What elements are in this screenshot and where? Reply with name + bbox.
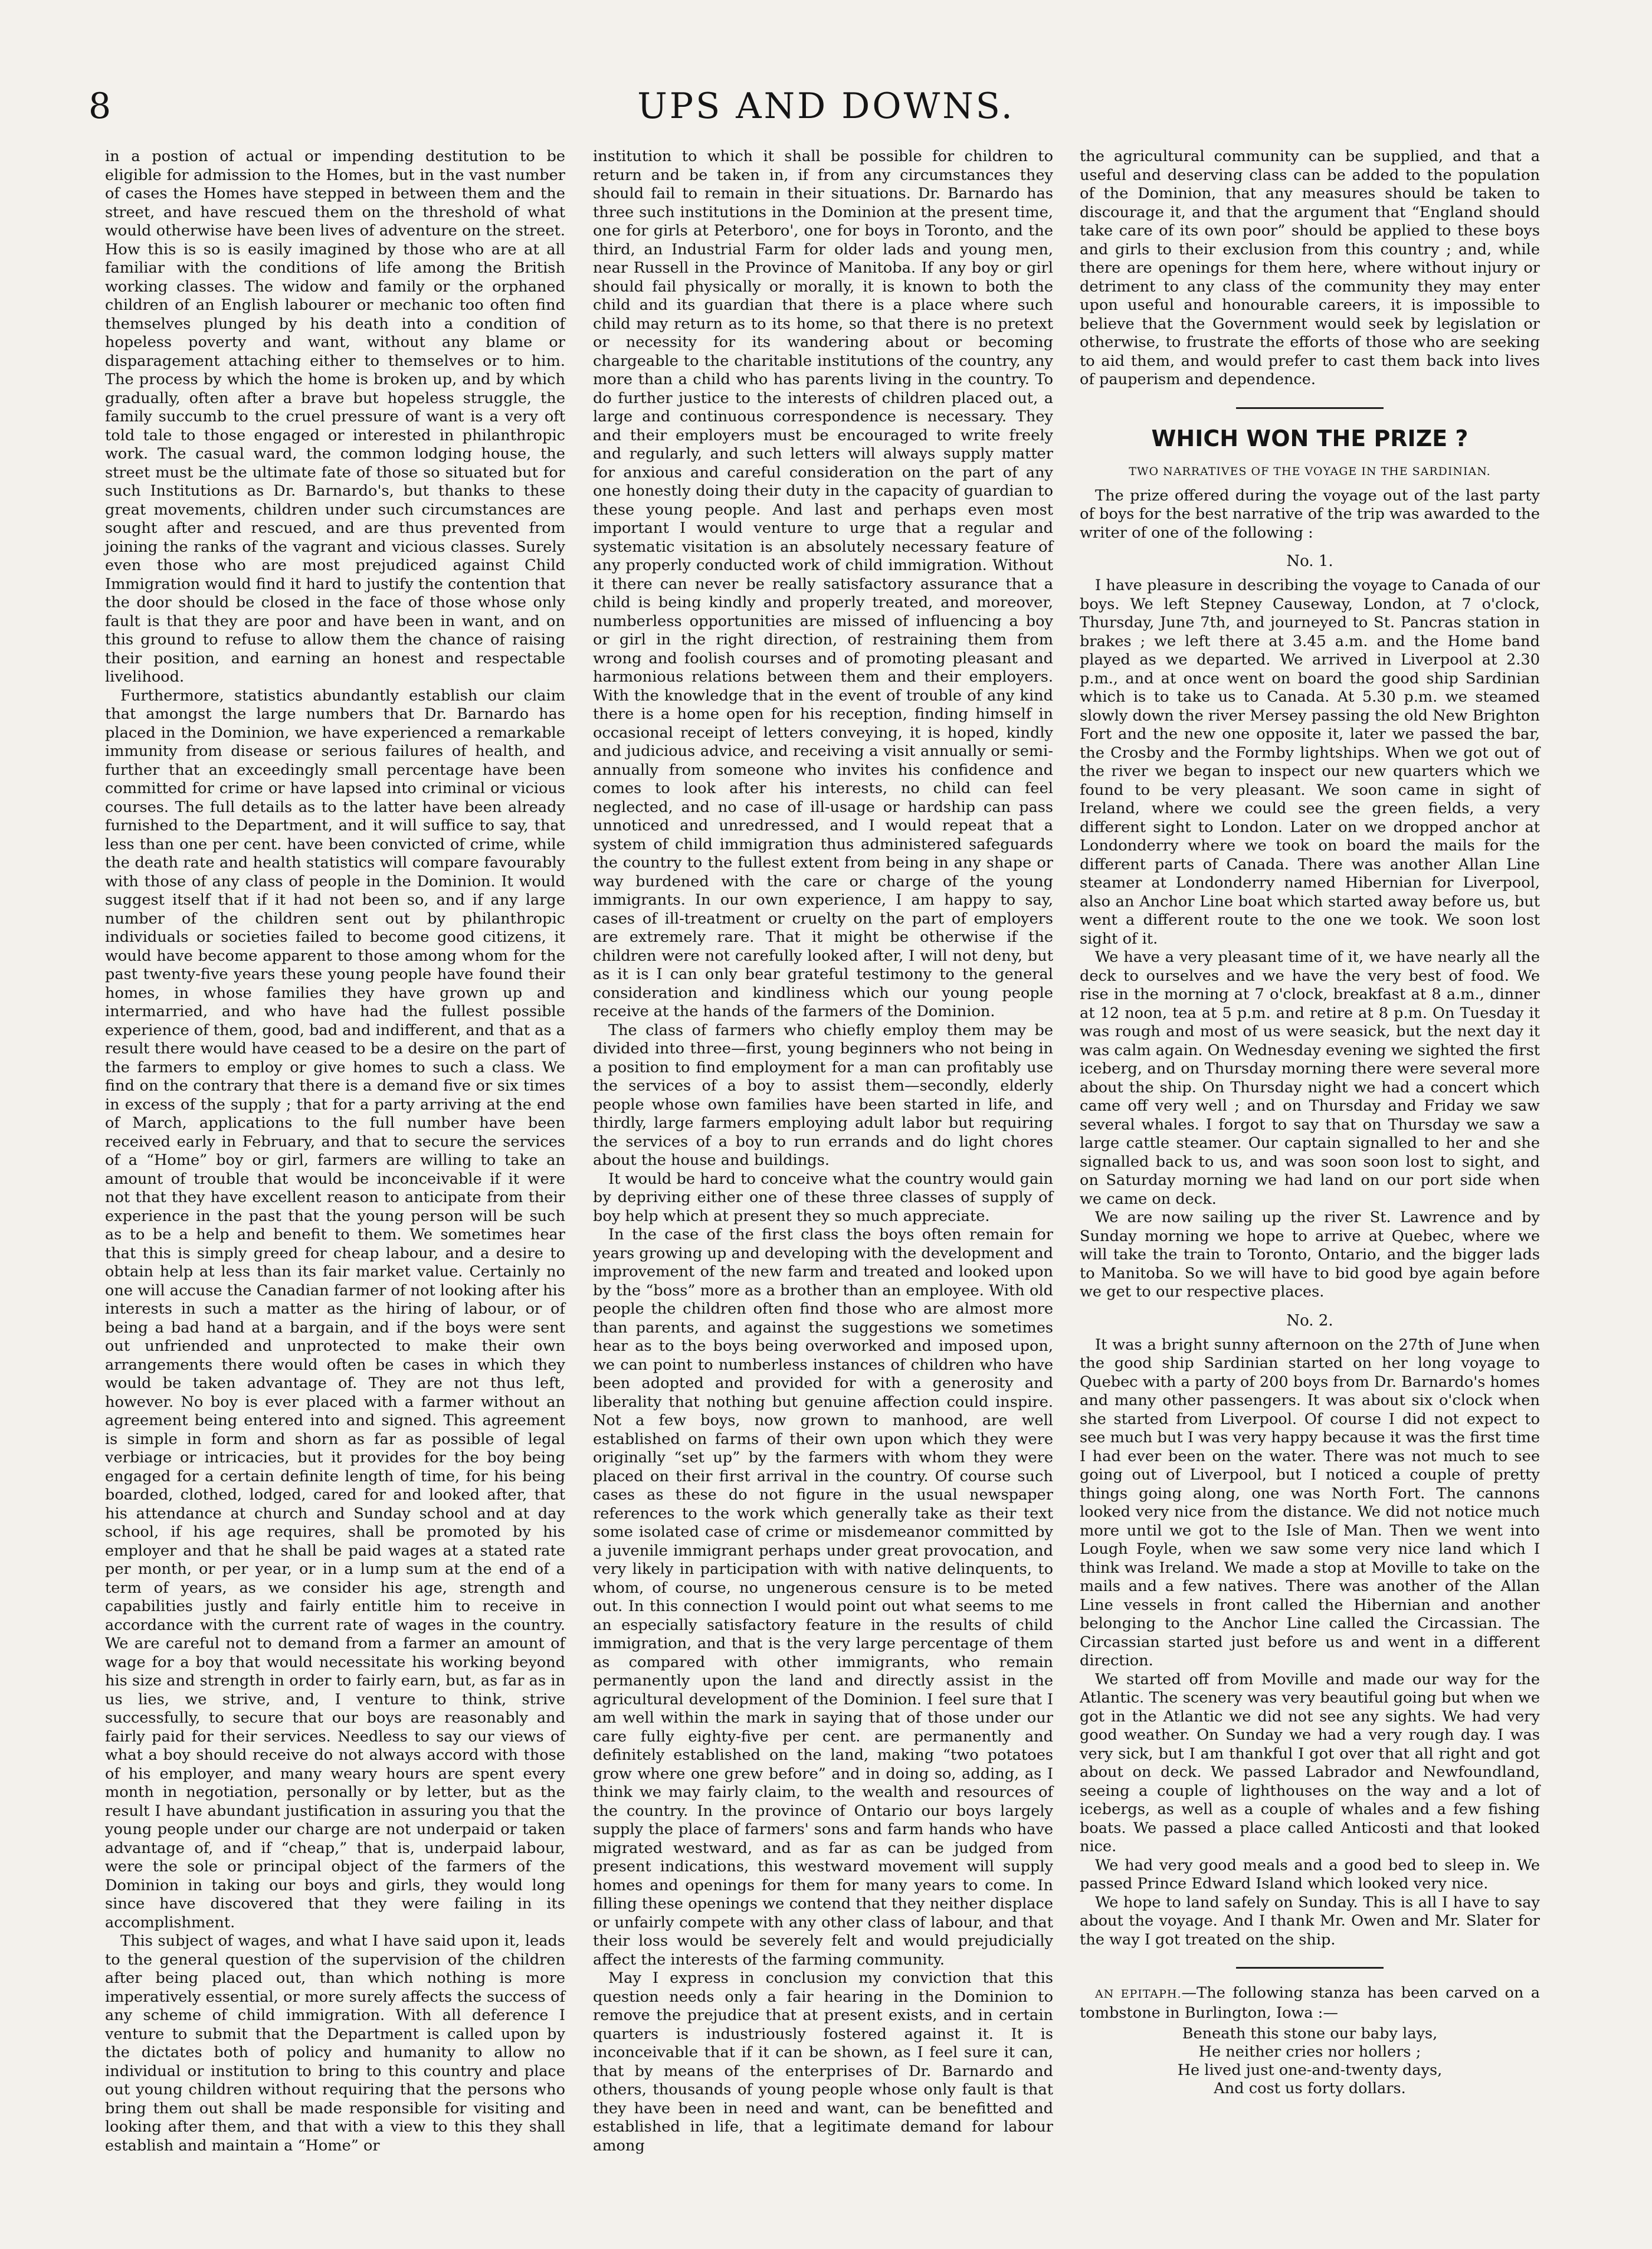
article-heading: WHICH WON THE PRIZE ?	[1151, 425, 1469, 451]
epitaph-intro	[1080, 1984, 1540, 2022]
paragraph: Furthermore, statistics abundantly establish our claim that amongst the large numbers that Dr. Barnardo has placed in the Dominion, we have experienced a remarkable immunity from disease or serious failures of health, and further that an exceedingly small percentage have been committed for crime or have lapsed into criminal or vicious courses. The full details as to the latter have been already furnished to the Department, and it will suffice to say, that less than one per cent. have been convicted of crime, while the death rate and health statistics will compare favourably with those of any class of people in the Dominion. It would suggest itself that if it had not been so, and if any large number of the children sent out by philanthropic individuals or societies failed to become good citizens, it would have become apparent to those among whom for the past twenty-five years these young people have found their homes, in whose families they have grown up and intermarried, and who have had the fullest possible experience of them, good, bad and indifferent, and that as a result there would have ceased to be a desire on the part of the farmers to employ or give homes to such a class. We find on the contrary that there is a demand five or six times in excess of the supply ; that for a party arriving at the end of March, applications to the full number have been received early in February, and that to secure the services of a “Home” boy or girl, farmers are willing to take an amount of trouble that would be inconceivable if it were not that they have excellent reason to anticipate from their experience in the past that the young person will be such as to be a help and benefit to them. We sometimes hear that this is simply greed for cheap labour, and a desire to obtain help at less than its fair market value. Certainly no one will accuse the Canadian farmer of not looking after his interests in such a matter as the hiring of labour, or of being a bad hand at a bargain, and if the boys were sent out unfriended and unprotected to make their own arrangements there would often be cases in which they would be taken advantage of. They are not thus left, however. No boy is ever placed with a farmer without an agreement being entered into and signed. This agreement is simple in form and shorn as far as possible of legal verbiage or intricacies, but it provides for the boy being engaged for a certain definite length of time, for his being boarded, clothed, lodged, cared for and looked after, that his attendance at church and Sunday school and at day school, if his age requires, shall be promoted by his employer and that he shall be paid wages at a stated rate per month, or per year, or in a lump sum at the end of a term of years, as we consider his age, strength and capabilities justly and fairly entitle him to receive in accordance with the current rate of wages in the country. We are careful not to demand from a farmer an amount of wage for a boy that would necessitate his working beyond his size and strength in order to fairly earn, but, as far as in us lies, we strive, and, I venture to think, strive successfully, to secure that our boys are reasonably and fairly paid for their services. Needless to say our views of what a boy should receive do not always accord with those of his employer, and many weary hours are spent every month in negotiation, personally or by letter, but as the result I have abundant justification in assuring you that the young people under our charge are not underpaid or taken advantage of, and if “cheap,” that is, underpaid labour, were the sole or principal object of the farmers of the Dominion in taking our boys and girls, they would long since have discovered that they were failing in its accomplishment.	[105, 686, 566, 1932]
page-header	[88, 83, 1564, 148]
divider	[1236, 407, 1384, 409]
epitaph-verse	[1080, 2025, 1540, 2098]
narrative-1-label: No. 1.	[1286, 552, 1333, 570]
paragraph: in a postion of actual or impending destitution to be eligible for admission to the Homes, but in the vast number of cases the Homes have stepped in between them and the street, and have rescued them on the threshold of what would otherwise have been lives of adventure on the street. How this is so is easily imagined by those who are at all familiar with the conditions of life among the British working classes. The widow and family or the orphaned children of an English labourer or mechanic too often find themselves plunged by his death into a condition of hopeless poverty and want, without any blame or disparagement attaching either to themselves or to him. The process by which the home is broken up, and by which gradually, often after a brave but hopeless struggle, the family succumb to the cruel pressure of want is a very oft told tale to those engaged or interested in philanthropic work. The casual ward, the common lodging house, the street must be the ultimate fate of those so situated but for such Institutions as Dr. Barnardo's, but thanks to these great movements, children under such circumstances are sought after and rescued, and are thus prevented from joining the ranks of the vagrant and vicious classes. Surely even those who are most prejudiced against Child Immigration would find it hard to justify the contention that the door should be closed in the face of those whose only fault is that they are poor and have been in want, and on this ground to refuse to allow them the chance of raising their position, and earning an honest and respectable livelihood.	[105, 148, 565, 686]
column-1	[105, 148, 565, 2155]
paragraph: The class of farmers who chiefly employ them may be divided into three—first, young beginners who not being in a position to find employment for a man can profitably use the services of a boy to assist them—secondly, elderly people whose own families have been started in life, and thirdly, large farmers employing adult labor but requiring the services of a boy to run errands and do light chores about the house and buildings.	[593, 1021, 1053, 1169]
article-intro: The prize offered during the voyage out of the last party of boys for the best narrative of the trip was awarded to the writer of one of the following :	[1080, 486, 1540, 542]
paragraph: May I express in conclusion my conviction that this question needs only a fair hearing in the Dominion to remove the prejudice that at present exists, and in certain quarters is industriously fostered against it. It is inconceivable that if it can be shown, as I feel sure it can, that by means of the enterprises of Dr. Barnardo and others, thousands of young people whose only fault is that they have been in need and want, can be benefitted and established in life, that a legitimate demand for labour among	[593, 1969, 1053, 2155]
verse-line: And cost us forty dollars.	[1214, 2080, 1406, 2097]
paragraph: We started off from Moville and made our way for the Atlantic. The scenery was very beautiful going but when we got in the Atlantic we did not see any sights. We had very good weather. On Sunday we had a very rough day. I was very sick, but I am thankful I got over that all right and got about on deck. We passed Labrador and Newfoundland, seeing a couple of lighthouses on the way and a lot of icebergs, as well as a couple of whales and a few fishing boats. We passed a place called Anticosti and that looked nice.	[1080, 1670, 1540, 1855]
paragraph: the agricultural community can be supplied, and that a useful and deserving class can be added to the population of the Dominion, that any measures should be taken to discourage it, and that the argument that “England should take care of its own poor” should be applied to these boys and girls to their exclusion from this country ; and, while there are openings for them here, where without injury or detriment to any class of the community they may enter upon useful and honourable careers, it is impossible to believe that the Government would seek by legislation or otherwise, to frustrate the efforts of those who are seeking to aid them, and would prefer to cast them back into lives of pauperism and dependence.	[1080, 148, 1540, 388]
paragraph: In the case of the first class the boys often remain for years growing up and developing with the development and improvement of the new farm and treated and looked upon by the “boss” more as a brother than an employee. With old people the children often find those who are almost more than parents, and against the suggestions we sometimes hear as to the boys being overworked and imposed upon, we can point to numberless instances of children who have been adopted and provided for with a generosity and liberality that nothing but genuine affection could inspire. Not a few boys, now grown to manhood, are well established on farms of their own upon which they were originally “set up” by the farmers with whom they were placed on their first arrival in the country. Of course such cases as these do not figure in the usual newspaper references to the work which generally take as their text some isolated case of crime or misdemeanor committed by a juvenile immigrant perhaps under great provocation, and very likely in participation with with native delinquents, to whom, of course, no ungenerous censure is to be meted out. In this connection I would point out what seems to me an especially satisfactory feature in the results of child immigration, and that is the very large percentage of them as compared with other immigrants, who remain permanently upon the land and directly assist in the agricultural development of the Dominion. I feel sure that I am well within the mark in saying that of those under our care fully eighty-five per cent. are permanently and definitely established on the land, making “two potatoes grow where one grew before” and in doing so, adding, as I think we may fairly claim, to the wealth and resources of the country. In the province of Ontario our boys largely supply the place of farmers' sons and farm hands who have migrated westward, and as far as can be judged from present indications, this westward movement will supply homes and openings for them for many years to come. In filling these openings we contend that they neither displace or unfairly compete with any other class of labour, and that their loss would be severely felt and would prejudicially affect the interests of the farming community.	[593, 1226, 1053, 1969]
paragraph: It was a bright sunny afternoon on the 27th of June when the good ship Sardinian started on her long voyage to Quebec with a party of 200 boys from Dr. Barnardo's homes and many other passengers. It was about six o'clock when she started from Liverpool. Of course I did not expect to see much but I was very happy because it was the first time I had ever been on the water. There was not much to see going out of Liverpool, but I noticed a couple of pretty things going along, one was North Fort. The cannons looked very nice from the distance. We did not notice much more until we got to the Isle of Man. Then we went into Lough Foyle, when we saw some very nice land which I think was Ireland. We made a stop at Moville to take on the mails and a few natives. There was another of the Allan Line vessels in front called the Hibernian and another belonging to the Anchor Line called the Circassian. The Circassian started just before us and went in a different direction.	[1080, 1335, 1540, 1669]
column-3	[1080, 148, 1540, 2098]
page-number: 8	[88, 86, 112, 127]
paragraph: We hope to land safely on Sunday. This is all I have to say about the voyage. And I thank Mr. Owen and Mr. Slater for the way I got treated on the ship.	[1080, 1893, 1540, 1949]
divider	[1236, 1967, 1384, 1969]
paragraph: We are now sailing up the river St. Lawrence and by Sunday morning we hope to arrive at Quebec, where we will take the train to Toronto, Ontario, and the bigger lads to Manitoba. So we will have to bid good bye again before we get to our respective places.	[1080, 1209, 1540, 1301]
paragraph: It would be hard to conceive what the country would gain by depriving either one of these three classes of supply of boy help which at present they so much appreciate.	[593, 1170, 1053, 1225]
verse-line: He lived just one-and-twenty days,	[1177, 2061, 1443, 2079]
epitaph-text: —The following stanza has been carved on a tombstone in Burlington, Iowa :—	[1080, 1984, 1540, 2022]
paragraph: We have a very pleasant time of it, we have nearly all the deck to ourselves and we have the very best of food. We rise in the morning at 7 o'clock, breakfast at 8 a.m., dinner at 12 noon, tea at 5 p.m. and retire at 8 p.m. On Tuesday it was rough and most of us were seasick, but the next day it was calm again. On Wednesday evening we sighted the first iceberg, and on Thursday morning there were several more about the ship. On Thursday night we had a concert which came off very well ; and on Thursday and Friday we saw several whales. I forgot to say that on Thursday we saw a large cattle steamer. Our captain signalled to her and she signalled back to us, and was soon soon lost to sight, and on Saturday morning we had land on our port side when we came on deck.	[1080, 948, 1540, 1208]
article-subheading: TWO NARRATIVES OF THE VOYAGE IN THE SARDINIAN.	[1129, 464, 1491, 478]
verse-line: Beneath this stone our baby lays,	[1182, 2025, 1438, 2042]
column-2	[593, 148, 1053, 2155]
epitaph-heading: AN EPITAPH.	[1095, 1988, 1182, 2001]
paragraph: institution to which it shall be possible for children to return and be taken in, if from any circumstances they should fail to remain in their situations. Dr. Barnardo has three such institutions in the Dominion at the present time, one for girls at Peterboro', one for boys in Toronto, and the third, an Industrial Farm for older lads and young men, near Russell in the Province of Manitoba. If any boy or girl should fail physically or morally, it is known to both the child and its guardian that there is a place where such child may return as to its home, so that there is no pretext or necessity for its wandering about or becoming chargeable to the charitable institutions of the country, any more than a child who has parents living in the country. To do further justice to the interests of children placed out, a large and continuous correspondence is necessary. They and their employers must be encouraged to write freely and regularly, and such letters will always supply matter for anxious and careful consideration on the part of any one honestly doing their duty in the capacity of guardian to these young people. And last and perhaps even most important I would venture to urge that a regular and systematic visitation is an absolutely necessary feature of any properly conducted work of child immigration. Without it there can never be really satisfactory assurance that a child is being kindly and properly treated, and moreover, numberless opportunities are missed of influencing a boy or girl in the right direction, of restraining them from wrong and foolish courses and of promoting pleasant and harmonious relations between them and their employers. With the knowledge that in the event of trouble of any kind there is a home open for his reception, finding himself in occasional receipt of letters conveying, it is hoped, kindly and judicious advice, and receiving a visit annually or semi-annually from someone who invites his confidence and comes to look after his interests, no child can feel neglected, and no case of ill-usage or hardship can pass unnoticed and unredressed, and I would repeat that a system of child immigration thus administered safeguards the country to the fullest extent from being in any shape or way burdened with the care or charge of the young immigrants. In our own experience, I am happy to say, cases of ill-treatment or cruelty on the part of employers are extremely rare. That it might be otherwise if the children were not carefully looked after, I will not deny, but as it is I can only bear grateful testimony to the general consideration and kindliness which our young people receive at the hands of the farmers of the Dominion.	[593, 148, 1053, 1020]
masthead-title: UPS AND DOWNS.	[637, 86, 1015, 127]
paragraph: We had very good meals and a good bed to sleep in. We passed Prince Edward Island which looked very nice.	[1080, 1856, 1540, 1893]
paragraph: This subject of wages, and what I have said upon it, leads to the general question of the supervision of the children after being placed out, than which nothing is more imperatively essential, or more surely affects the success of any scheme of child immigration. With all deference I venture to submit that the Department is called upon by the dictates both of policy and humanity to allow no individual or institution to bring to this country and place out young children without requiring that the persons who bring them out shall be made responsible for visiting and looking after them, and that with a view to this they shall establish and maintain a “Home” or	[105, 1932, 565, 2155]
verse-line: He neither cries nor hollers ;	[1198, 2043, 1421, 2061]
narrative-2-label: No. 2.	[1286, 1311, 1333, 1330]
paragraph: I have pleasure in describing the voyage to Canada of our boys. We left Stepney Causeway, London, at 7 o'clock, Thursday, June 7th, and journeyed to St. Pancras station in brakes ; we left there at 3.45 a.m. and the Home band played as we departed. We arrived in Liverpool at 2.30 p.m., and at once went on board the good ship Sardinian which is to take us to Canada. At 5.30 p.m. we steamed slowly down the river Mersey passing the old New Brighton Fort and the new one opposite it, later we passed the bar, the Crosby and the Formby lightships. When we got out of the river we began to inspect our new quarters which we found to be very pleasant. We soon came in sight of Ireland, where we could see the green fields, a very different sight to London. Later on we dropped anchor at Londonderry where we took on board the mails for the different parts of Canada. There was another Allan Line steamer at Londonderry named Hibernian for Liverpool, also an Anchor Line boat which started away before us, but went a different route to the one we took. We soon lost sight of it.	[1080, 577, 1540, 948]
